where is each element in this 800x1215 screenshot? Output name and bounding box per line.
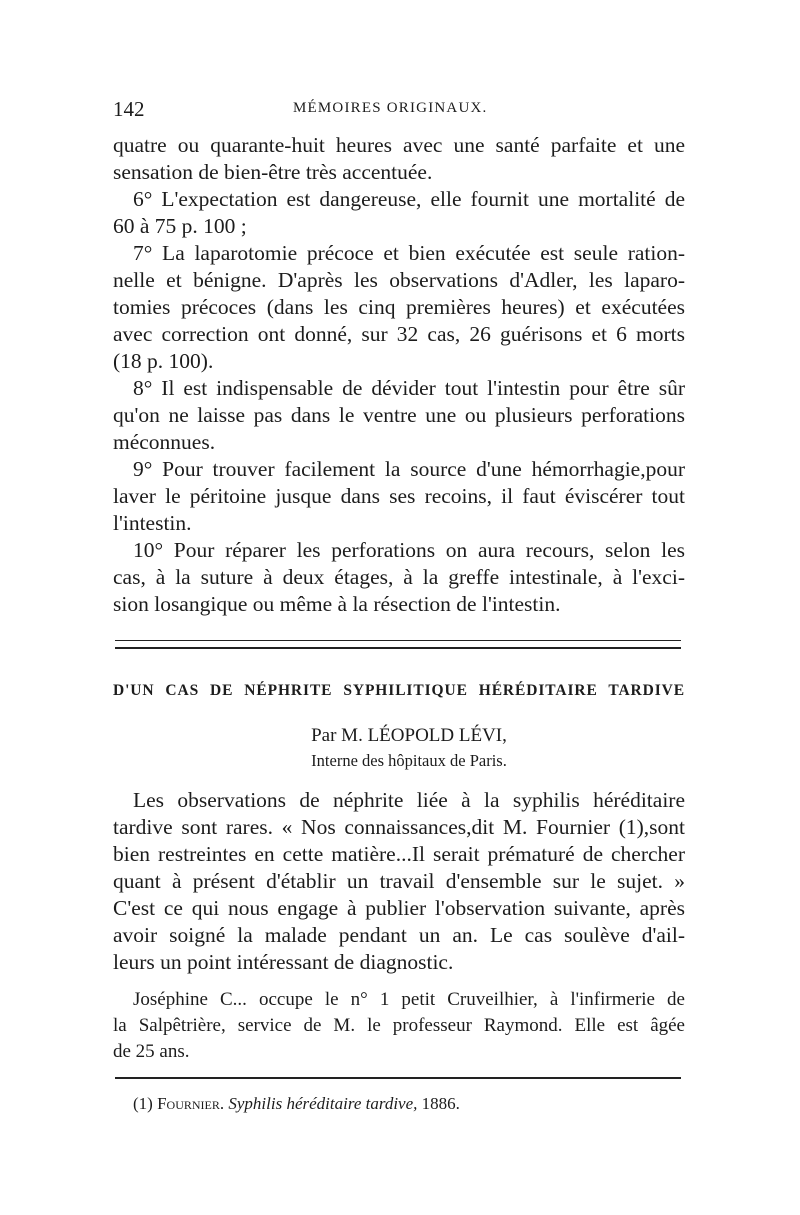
text-line: la Salpêtrière, service de M. le professeur Raymond. Elle est âgée [113,1015,685,1036]
text-line: 8° Il est indispensable de dévider tout l'intestin pour être sûr [133,376,685,400]
page-number: 142 [113,97,145,121]
separator-rule [115,647,681,649]
text-line: cas, à la suture à deux étages, à la greffe intestinale, à l'exci- [113,565,685,589]
text-line: laver le péritoine jusque dans ses recoins, il faut éviscérer tout [113,484,685,508]
text-line: qu'on ne laisse pas dans le ventre une ou plusieurs perforations [113,403,685,427]
footnote-year: 1886. [421,1094,460,1113]
text-line: 6° L'expectation est dangereuse, elle fournit une mortalité de [133,187,685,211]
text-line: Les observations de néphrite liée à la syphilis héréditaire [133,788,685,812]
text-line: quatre ou quarante-huit heures avec une santé parfaite et une [113,133,685,157]
footnote-marker: (1) [133,1094,153,1113]
text-line: sion losangique ou même à la résection de l'intestin. [113,592,561,616]
text-line: de 25 ans. [113,1041,190,1062]
text-line: (18 p. 100). [113,349,214,373]
text-line: avec correction ont donné, sur 32 cas, 26 guérisons et 6 morts [113,322,685,346]
text-line: quant à présent d'établir un travail d'ensemble sur le sujet. » [113,869,685,893]
text-line: 10° Pour réparer les perforations on aura recours, selon les [133,538,685,562]
text-line: tomies précoces (dans les cinq premières heures) et exécutées [113,295,685,319]
text-line: l'intestin. [113,511,192,535]
text-line: méconnues. [113,430,216,454]
footnote-rule [115,1077,681,1079]
article-title: D'UN CAS DE NÉPHRITE SYPHILITIQUE HÉRÉDITAIRE TARDIVE [113,682,685,699]
running-title: MÉMOIRES ORIGINAUX. [293,100,488,116]
separator-rule [115,640,681,641]
text-line: bien restreintes en cette matière...Il serait prématuré de chercher [113,842,685,866]
page-header [113,97,685,127]
text-line: C'est ce qui nous engage à publier l'observation suivante, après [113,896,685,920]
footnote [133,1094,460,1114]
text-line: 9° Pour trouver facilement la source d'une hémorrhagie,pour [133,457,685,481]
text-line: tardive sont rares. « Nos connaissances,dit M. Fournier (1),sont [113,815,685,839]
text-line: 60 à 75 p. 100 ; [113,214,247,238]
footnote-work: Syphilis héréditaire tardive, [228,1094,418,1113]
text-line: nelle et bénigne. D'après les observations d'Adler, les laparo- [113,268,685,292]
text-line: leurs un point intéressant de diagnostic. [113,950,454,974]
footnote-author: Fournier. [157,1094,225,1113]
text-line: sensation de bien-être très accentuée. [113,160,433,184]
article-author: Par M. LÉOPOLD LÉVI, [311,725,507,746]
text-line: Joséphine C... occupe le n° 1 petit Cruveilhier, à l'infirmerie de [133,989,685,1010]
text-line: 7° La laparotomie précoce et bien exécutée est seule ration- [133,241,685,265]
author-affiliation: Interne des hôpitaux de Paris. [311,751,507,770]
text-line: avoir soigné la malade pendant un an. Le cas soulève d'ail- [113,923,685,947]
